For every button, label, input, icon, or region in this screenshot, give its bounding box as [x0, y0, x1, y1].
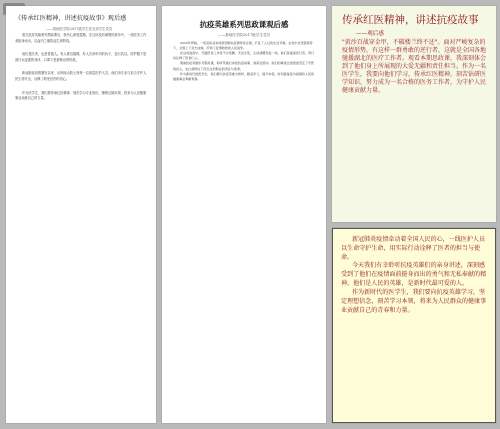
doc4-paragraph: 新冠肺炎疫情牵动着全国人民的心，一线医护人员以生命守护生命，用实际行动诠释了医者的担当与使命。: [341, 236, 486, 261]
doc1-subtitle: ——基础医学院2017级学生党支部学生党员: [46, 26, 113, 31]
doc1-paragraph: 他们是医者，也是普通人。有人推迟婚期，有人告别年幼的孩子，逆行武汉。防护服下是被汗水浸透的身体，口罩下是被勒出的伤痕。: [15, 52, 147, 62]
document-page-1[interactable]: [6, 6, 156, 423]
doc2-paragraph: 在这场战役中，无数医务工作者不计报酬、无论生死，主动请缨奔赴一线。他们是最美逆行者，用行动诠释了医者仁心。: [173, 51, 315, 61]
document-page-4[interactable]: [332, 228, 496, 423]
doc2-title: 抗疫英雄系列思政课观后感: [199, 20, 289, 29]
doc1-paragraph: 看完抗疫英雄系列思政课后，我内心深受震撼。在这场没有硝烟的战争中，一线医务工作者挺身而出，以血肉之躯筑起生命防线。: [15, 32, 147, 43]
doc1-paragraph: 作为医学生，我们要传承红医精神，刻苦学习专业知识，锤炼过硬本领，将来为人民健康事业贡献自己的力量。: [15, 90, 147, 101]
doc1-paragraph: 新冠肺炎疫情暴发以来，从钟南山院士到每一位基层医护人员，他们用专业与担当守护人民生命安全，诠释了救死扶伤的初心。: [15, 71, 147, 81]
document-page-3[interactable]: [332, 6, 496, 222]
document-page-2[interactable]: [162, 6, 326, 423]
doc1-title: 《传承红医精神，讲述抗疫故事》观后感: [15, 15, 127, 22]
doc2-subtitle: ——基础医学院2017级学生党员: [217, 32, 271, 37]
doc3-title: 传承红医精神，讲述抗疫故事: [342, 14, 479, 26]
doc4-paragraph: 作为新时代的医学生，我们要向抗疫英雄学习，坚定理想信念，刻苦学习本领，将来为人民群众的健康事业贡献自己的青春和力量。: [341, 288, 487, 314]
doc2-paragraph: 2020年伊始，一场突如其来的新冠肺炎疫情席卷全国，打乱了人们的生活节奏。在党中央坚强领导下，全国上下众志成城，打响了疫情防控的人民战争。: [173, 40, 313, 50]
doc2-paragraph: 作为新时代的医学生，我们要以抗疫英雄为榜样，勤奋学习，提升本领，时刻准备着为祖国和人民的健康事业奉献青春。: [173, 71, 315, 81]
doc3-subtitle: ——观后感: [356, 30, 384, 37]
doc4-paragraph: 今天我们有幸聆听抗疫英雄们的亲身讲述，深刻感受到了他们在疫情面前挺身而出的勇气和无私奉献的精神。他们是人民的英雄，是新时代最可爱的人。: [341, 262, 487, 288]
doc3-body: "黄沙百战穿金甲，不破楼兰终不还"。面对严峻复杂的疫情形势，有这样一群勇敢的逆行者，这就是全国各地驰援湖北的医疗工作者。观看本期思政课，我深刻体会到了他们身上所展现的大爱无疆和责任担当。作为一名医学生，我要向他们学习，传承红医精神，刻苦钻研医学知识，努力成为一名合格的医务工作者，为守护人民健康贡献力量。: [342, 38, 487, 94]
doc2-paragraph: 观看抗疫英雄系列思政课，聆听英雄们讲述抗疫故事，我深受感动。他们的事迹让我更加坚定了学医的初心，也让我明白了医生这份职业的责任与使命。: [173, 61, 315, 71]
